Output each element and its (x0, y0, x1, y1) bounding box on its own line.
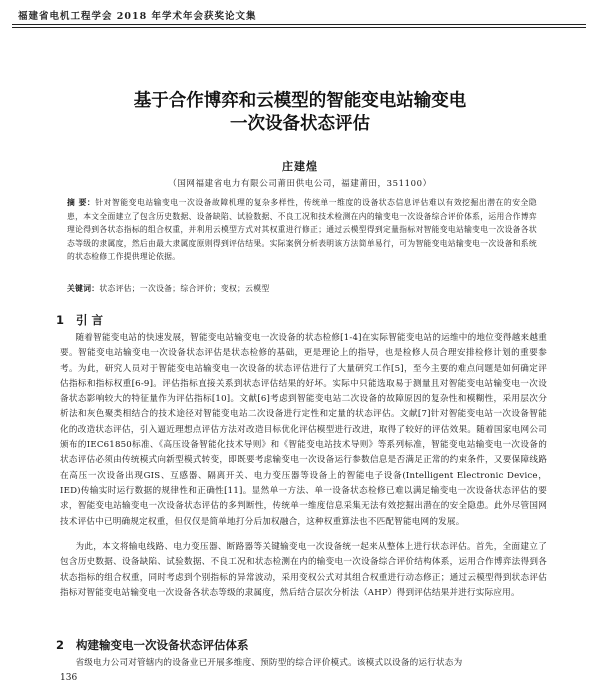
section-2-paragraph-1 (60, 656, 547, 671)
author-name: 庄建煌 (282, 160, 318, 173)
keywords (67, 282, 537, 295)
section-1-title: 引 言 (76, 313, 104, 327)
body-paragraph: 省级电力公司对管辖内的设备业已开展多维度、预防型的综合评价模式。该模式以设备的运行状态为 (75, 658, 463, 668)
section-1-heading (56, 312, 103, 328)
section-2-number: 2 (56, 638, 65, 652)
author-affiliation: （国网福建省电力有限公司莆田供电公司，福建莆田，351100） (168, 179, 432, 189)
section-2-title: 构建输变电一次设备状态评估体系 (76, 638, 249, 652)
abstract (67, 196, 537, 264)
keywords-label: 关键词： (67, 284, 100, 293)
section-1-paragraph-1 (60, 331, 547, 530)
body-paragraph: 随着智能变电站的快速发展，智能变电站输变电一次设备的状态检修[1-4]在实际智能变电站的运维中的地位变得越来越重要。智能变电站输变电一次设备状态评估是状态检修的基础，更是理论上的指导，也是检修人员合理安排检修计划的重要参考。为此，研究人员对于智能变电站输变电一次设备的状态评估进行了大量研究工作[5]，至今主要的难点问题是如何确定评估指标和指标权重[6-9]。评估指标直接关系到状态评估结果的好坏。实际中只能选取易于测量且对智能变电站输变电一次设备状态影响较大的特征量作为评估指标[10]。文献[6]考虑到智能变电站二次设备的故障原因的复杂性和模糊性，采用层次分析法和灰色聚类相结合的技术途径对智能变电站二次设备进行定性和定量的状态评估。文献[7]针对智能变电站一次设备智能化的改造状态评估，引入逼近理想点评估方法对改造目标优化评估模型进行改进，取得了较好的评估效果。随着国家电网公司颁布的IEC61850标准、《高压设备智能化技术导则》和《智能变电站技术导则》等系列标准，智能变电站输变电一次设备的状态评估必须由传统模式向新型模式转变，即既要考虑输变电一次设备运行参数信息是否满足正常的约束条件，又要保障线路在高压一次设备出现GIS、互感器、隔离开关、电力变压器等设备上的智能电子设备(Intelligent Electronic Device，IED)传输实时运行数据的规律性和正确性[11]。显然单一方法、单一设备状态检修已难以满足输变电一次设备状态评估的要求，智能变电站输变电一次设备状态评估的多判断性，传统单一维度信息采集无法有效挖掘出潜在的安全隐患。此外尽管国网技术评估中已明确规定权重，但仅仅是简单地打分后加权融合，这种权重算法也不匹配智能电网的发展。 (60, 333, 547, 527)
section-1-number: 1 (56, 313, 65, 327)
keywords-text: 状态评估；一次设备；综合评价；变权；云模型 (99, 284, 270, 293)
section-2-heading (56, 637, 249, 653)
abstract-label: 摘 要： (67, 198, 96, 207)
body-paragraph: 为此，本文将输电线路、电力变压器、断路器等关键输变电一次设备统一起来从整体上进行状态评估。首先，全面建立了包含历史数据、设备缺陷、试验数据、不良工况和状态检测在内的输变电一次设备综合评价结构体系，运用合作博弈法得到各状态指标的组合权重，同时考虑到个别指标的异常波动，采用变权公式对其组合权重进行动态修正；通过云模型得到状态评估指标对智能变电站输变电一次设备各状态等级的隶属度，然后结合层次分析法（AHP）得到评估结果并进行实际应用。 (60, 542, 547, 598)
paper-title-line-1: 基于合作博弈和云模型的智能变电站输变电 (133, 91, 467, 111)
page-number: 136 (60, 673, 78, 683)
paper-title-line-2: 一次设备状态评估 (230, 114, 370, 134)
section-1-paragraph-2 (60, 540, 547, 601)
abstract-text: 针对智能变电站输变电一次设备故障机理的复杂多样性，传统单一维度的设备状态信息评估难以有效挖掘出潜在的安全隐患，本文全面建立了包含历史数据、设备缺陷、试验数据、不良工况和技术检测在内的输变电一次设备综合评价体系，运用合作博弈理论得到各状态指标的组合权重，并利用云模型方式对其权重进行修正；通过云模型得到定量指标对智能变电站输变电一次设备各状态等级的隶属度，然后由最大隶属度原则得到评估结果。实际案例分析表明该方法简单易行，可为智能变电站输变电一次设备和系统的状态检修工作提供理论依据。 (67, 198, 537, 262)
running-header: 福建省电机工程学会 2018 年学术年会获奖论文集 (18, 11, 257, 22)
header-rule (12, 24, 586, 28)
